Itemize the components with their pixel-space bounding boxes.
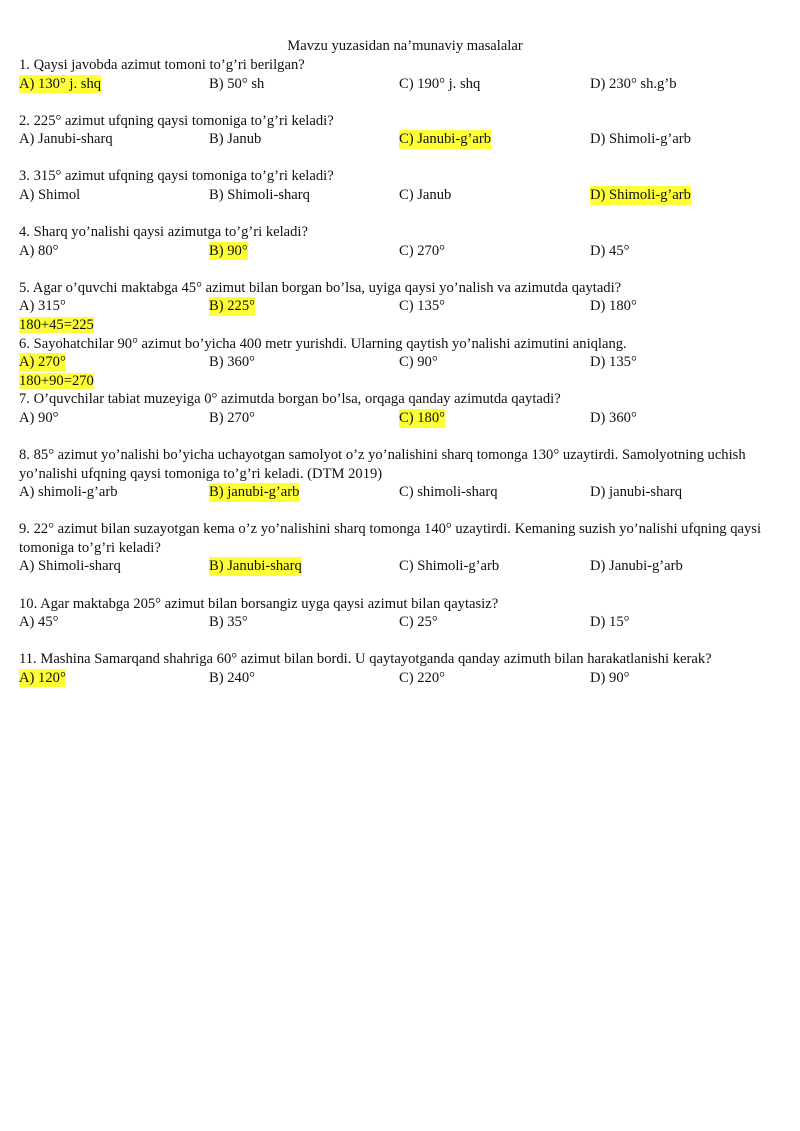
option-d: D) 15°	[590, 614, 630, 631]
option-b: B) 240°	[209, 669, 255, 686]
question-10	[19, 595, 789, 632]
option-a-correct: A) 270°	[19, 354, 66, 371]
question-stem: 1. Qaysi javobda azimut tomoni to’g’ri berilgan?	[19, 57, 305, 73]
solution-note-text: 180+90=270	[19, 372, 94, 389]
option-d-correct: D) Shimoli-g’arb	[590, 186, 691, 203]
option-c: C) Shimoli-g’arb	[399, 558, 500, 575]
option-d: D) 45°	[590, 242, 630, 259]
solution-note	[19, 316, 789, 335]
question-9	[19, 520, 789, 576]
option-b: B) 50° sh	[209, 75, 265, 92]
option-b-correct: B) Janubi-sharq	[209, 558, 302, 575]
question-stem: 9. 22° azimut bilan suzayotgan kema o’z yo’nalishini sharq tomonga 140° uzaytirdi. Kemaning suzish yo’nalishi ufqning qaysi tomoniga to’g’ri keladi?	[19, 521, 762, 556]
option-c: C) 135°	[399, 298, 445, 315]
answer-options	[19, 75, 789, 94]
option-d: D) Shimoli-g’arb	[590, 131, 691, 148]
answer-options	[19, 297, 789, 316]
question-stem: 3. 315° azimut ufqning qaysi tomoniga to’g’ri keladi?	[19, 168, 334, 185]
answer-options	[19, 186, 789, 205]
option-b-correct: B) 90°	[209, 242, 248, 259]
option-a: A) Shimoli-sharq	[19, 558, 121, 575]
question-stem: 2. 225° azimut ufqning qaysi tomoniga to’g’ri keladi?	[19, 112, 334, 129]
answer-options	[19, 669, 789, 688]
option-b: B) 35°	[209, 614, 248, 631]
question-11	[19, 650, 789, 687]
option-a: A) 45°	[19, 614, 59, 631]
solution-note-text: 180+45=225	[19, 316, 94, 333]
option-c: C) 270°	[399, 242, 445, 259]
option-a: A) 80°	[19, 242, 59, 259]
question-stem: 4. Sharq yo’nalishi qaysi azimutga to’g’ri keladi?	[19, 224, 308, 241]
question-stem: 5. Agar o’quvchi maktabga 45° azimut bilan borgan bo’lsa, uyiga qaysi yo’nalish va azimutda qaytadi?	[19, 279, 622, 296]
option-b: B) Shimoli-sharq	[209, 186, 310, 203]
option-c: C) 190° j. shq	[399, 75, 481, 92]
option-c: C) 220°	[399, 669, 445, 686]
option-b: B) 360°	[209, 354, 255, 371]
question-3	[19, 167, 789, 204]
question-list	[19, 56, 789, 706]
answer-options	[19, 409, 789, 428]
option-a: A) shimoli-g’arb	[19, 484, 118, 501]
option-d: D) janubi-sharq	[590, 484, 682, 501]
option-c: C) 90°	[399, 354, 438, 371]
question-2	[19, 112, 789, 149]
option-b-correct: B) 225°	[209, 298, 255, 315]
option-c: C) Janub	[399, 186, 452, 203]
option-d: D) 135°	[590, 354, 637, 371]
option-b: B) 270°	[209, 409, 255, 426]
option-a: A) Shimol	[19, 186, 81, 203]
question-stem: 7. O’quvchilar tabiat muzeyiga 0° azimutda borgan bo’lsa, orqaga qanday azimutda qaytadi?	[19, 391, 561, 408]
option-c-correct: C) Janubi-g’arb	[399, 131, 491, 148]
solution-note	[19, 372, 789, 391]
question-stem: 11. Mashina Samarqand shahriga 60° azimut bilan bordi. U qaytayotganda qanday azimuth bilan harakatlanishi kerak?	[19, 651, 712, 668]
answer-options	[19, 353, 789, 372]
option-a-correct: A) 120°	[19, 669, 66, 686]
answer-options	[19, 130, 789, 149]
option-c: C) 25°	[399, 614, 438, 631]
option-b: B) Janub	[209, 131, 262, 148]
answer-options	[19, 557, 789, 576]
question-stem: 6. Sayohatchilar 90° azimut bo’yicha 400 metr yurishdi. Ularning qaytish yo’nalishi azimutini aniqlang.	[19, 335, 627, 352]
question-7	[19, 390, 789, 427]
option-c-correct: C) 180°	[399, 409, 445, 426]
option-d: D) 90°	[590, 669, 630, 686]
option-d: D) 230° sh.g’b	[590, 75, 677, 92]
option-d: D) Janubi-g’arb	[590, 558, 683, 575]
answer-options	[19, 242, 789, 261]
option-d: D) 180°	[590, 298, 637, 315]
question-6	[19, 335, 789, 391]
option-a: A) 90°	[19, 409, 59, 426]
option-d: D) 360°	[590, 409, 637, 426]
question-1	[19, 56, 789, 93]
option-a: A) Janubi-sharq	[19, 131, 113, 148]
option-a: A) 315°	[19, 298, 66, 315]
option-a-correct: A) 130° j. shq	[19, 75, 102, 92]
option-c: C) shimoli-sharq	[399, 484, 498, 501]
page-title: Mavzu yuzasidan na’munaviy masalalar	[287, 38, 523, 54]
answer-options	[19, 483, 789, 502]
option-b-correct: B) janubi-g’arb	[209, 484, 300, 501]
question-8	[19, 446, 789, 502]
question-5	[19, 279, 789, 335]
question-stem: 10. Agar maktabga 205° azimut bilan borsangiz uyga qaysi azimut bilan qaytasiz?	[19, 595, 499, 612]
question-4	[19, 223, 789, 260]
answer-options	[19, 613, 789, 632]
question-stem: 8. 85° azimut yo’nalishi bo’yicha uchayotgan samolyot o’z yo’nalishini sharq tomonga 130° uzaytirdi. Samolyotning uchish yo’nalishi ufqning qaysi tomoniga to’g’ri keladi. (DTM 2019)	[19, 447, 746, 482]
